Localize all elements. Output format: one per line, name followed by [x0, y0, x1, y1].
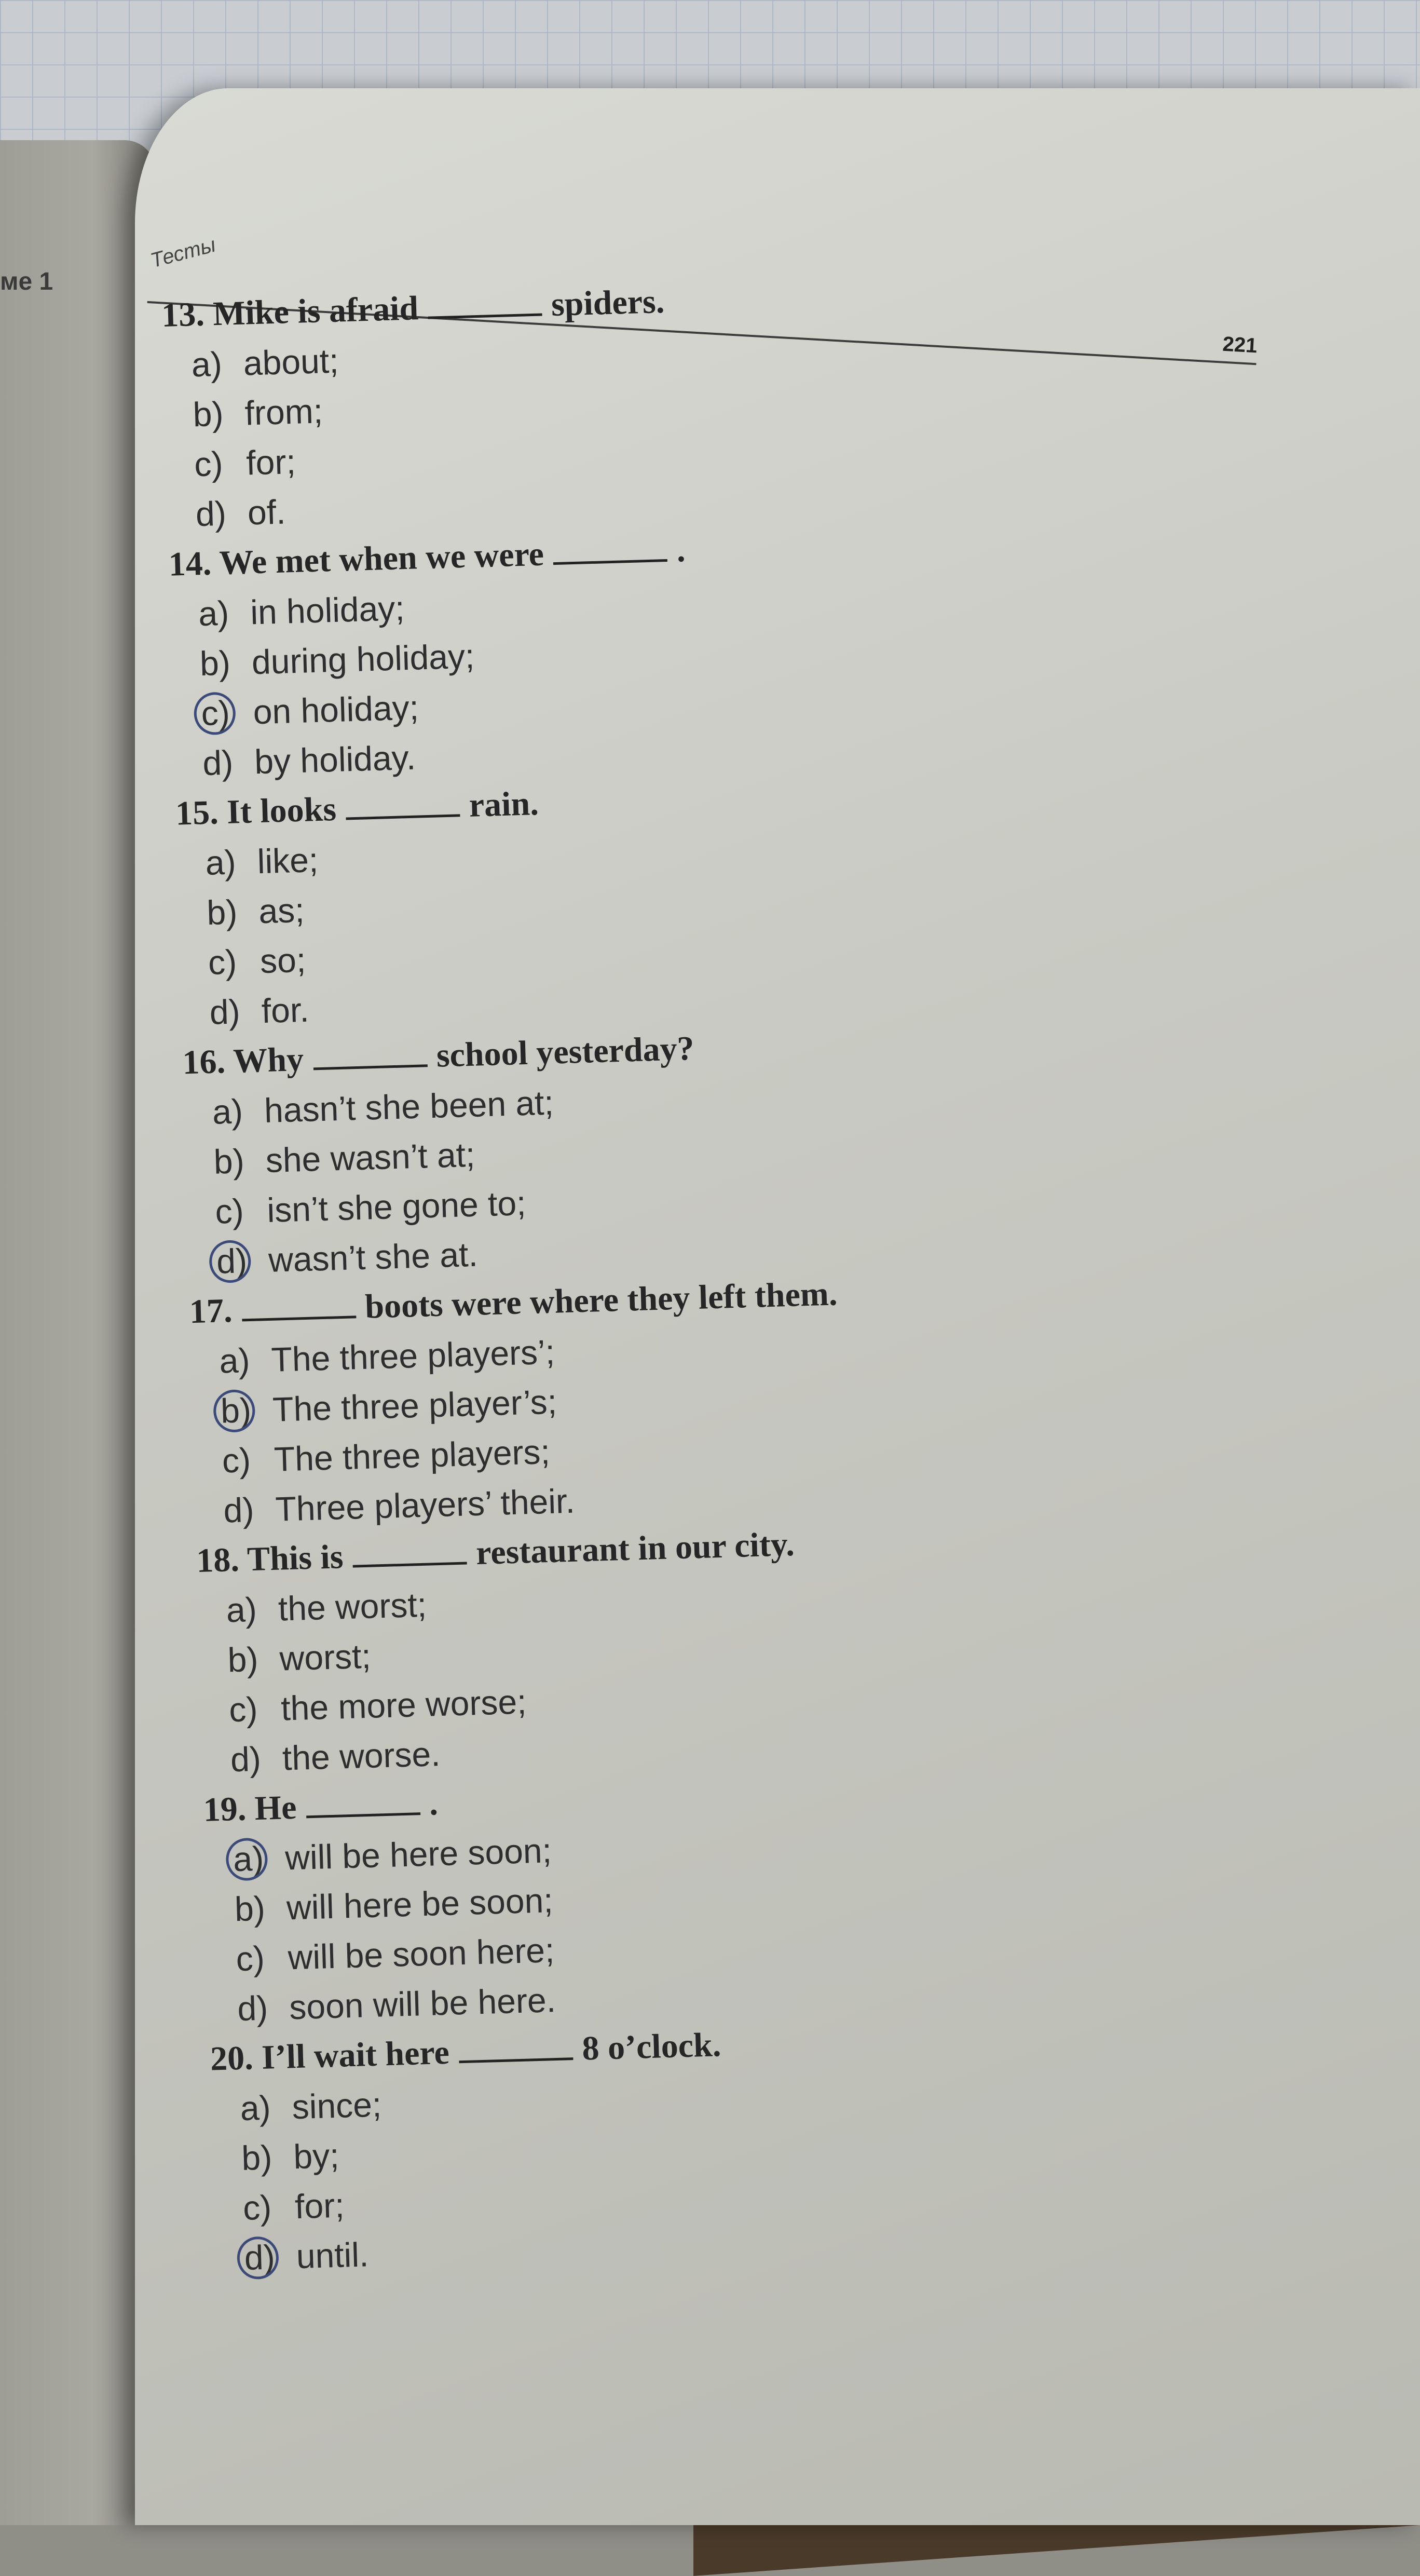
answer-options	[233, 1810, 1091, 2033]
option-letter: d)	[195, 494, 227, 534]
option-text: for.	[261, 990, 310, 1031]
question-stem-start: 19. He	[202, 1788, 297, 1829]
question-stem-end: .	[429, 1784, 439, 1823]
option-letter: a)	[204, 843, 237, 883]
option-text: The three players’;	[270, 1332, 555, 1379]
option-text: soon will be here.	[289, 1981, 556, 2027]
option-text: by;	[293, 2136, 340, 2176]
question-stem-start: 14. We met when we were	[168, 535, 544, 584]
question-stem-end: 8 o’clock.	[581, 2026, 722, 2068]
answer-blank	[306, 1812, 420, 1818]
option-text: will be soon here;	[287, 1931, 555, 1977]
option-text: of.	[247, 492, 286, 532]
page-number: 221	[1222, 332, 1258, 358]
option-letter: c)	[214, 1191, 244, 1231]
option-letter-circled: d)	[216, 1235, 269, 1286]
answer-options	[239, 2059, 1098, 2283]
option-text: until.	[295, 2235, 370, 2276]
question-14	[168, 515, 1057, 789]
option-text: like;	[256, 840, 319, 881]
answer-blank	[313, 1064, 427, 1070]
option-letter: b)	[192, 394, 224, 434]
option-letter-circled: c)	[200, 687, 254, 738]
question-stem-end: school yesterday?	[435, 1029, 695, 1075]
answer-options	[191, 316, 1050, 539]
question-stem-end: spiders.	[550, 282, 665, 323]
option-letter: c)	[242, 2188, 272, 2228]
answer-options	[212, 1063, 1071, 1286]
option-letter: d)	[230, 1739, 262, 1779]
option-text: worst;	[279, 1636, 372, 1678]
question-15	[175, 764, 1064, 1038]
option-text: during holiday;	[251, 636, 475, 682]
question-stem-start: 16. Why	[182, 1040, 304, 1082]
question-20	[210, 2010, 1099, 2283]
question-stem-end: .	[676, 531, 686, 570]
option-text: for;	[294, 2186, 345, 2226]
question-18	[196, 1512, 1085, 1785]
question-stem-end: rain.	[468, 784, 539, 824]
question-19	[202, 1760, 1091, 2034]
option-letter: a)	[239, 2088, 271, 2128]
option-text: about;	[242, 341, 339, 383]
answer-options	[204, 814, 1063, 1037]
option-letter: a)	[198, 593, 230, 633]
option-letter: a)	[190, 344, 223, 384]
answer-options	[198, 565, 1057, 788]
option-letter: c)	[221, 1441, 251, 1480]
option-text: in holiday;	[250, 589, 405, 632]
option-text: so;	[260, 940, 307, 981]
section-title: Тесты	[148, 233, 219, 273]
question-stem-end: boots were where they left them.	[364, 1275, 838, 1326]
option-letter: c)	[228, 1689, 258, 1729]
option-letter: a)	[212, 1092, 243, 1131]
option-letter-circled: b)	[220, 1385, 274, 1436]
answer-blank	[553, 559, 667, 565]
option-letter: b)	[241, 2138, 273, 2178]
option-text: for;	[245, 442, 296, 482]
answer-blank	[242, 1316, 356, 1321]
option-text: Three players’ their.	[275, 1481, 576, 1528]
question-16	[182, 1013, 1071, 1287]
option-text: The three players;	[273, 1432, 551, 1479]
option-text: from;	[244, 391, 323, 432]
option-text: wasn’t she at.	[268, 1235, 479, 1279]
answer-blank	[428, 314, 542, 319]
option-text: will here be soon;	[286, 1881, 554, 1927]
option-text: the more worse;	[280, 1682, 527, 1728]
left-facing-page	[0, 140, 156, 2525]
option-text: the worst;	[277, 1585, 428, 1628]
option-text: she wasn’t at;	[265, 1135, 476, 1180]
option-text: on holiday;	[252, 688, 419, 731]
option-letter: a)	[225, 1590, 257, 1630]
answer-options	[219, 1312, 1077, 1536]
option-letter: c)	[235, 1938, 265, 1978]
option-letter: b)	[199, 643, 231, 683]
question-stem-start: 20. I’ll wait here	[210, 2033, 450, 2078]
option-text: since;	[291, 2085, 383, 2126]
option-letter: d)	[209, 992, 241, 1032]
question-stem-end: restaurant in our city.	[475, 1525, 795, 1572]
question-stem-start: 17.	[188, 1291, 233, 1331]
option-text: as;	[258, 890, 305, 931]
question-stem-start: 18. This is	[196, 1538, 344, 1580]
option-letter-circled: a)	[233, 1833, 286, 1884]
question-17	[189, 1263, 1078, 1536]
answer-blank	[346, 814, 460, 820]
option-letter: b)	[227, 1639, 259, 1679]
answer-blank	[353, 1562, 467, 1567]
answer-blank	[459, 2057, 573, 2063]
option-letter: c)	[208, 942, 238, 982]
question-stem-start: 15. It looks	[175, 790, 337, 833]
option-letter: b)	[213, 1142, 245, 1181]
option-letter-circled: d)	[244, 2231, 297, 2283]
left-page-header-fragment: ме 1	[0, 268, 53, 295]
option-letter: d)	[223, 1490, 255, 1530]
option-letter: b)	[206, 892, 238, 932]
option-letter: b)	[234, 1889, 266, 1929]
answer-options	[226, 1562, 1085, 1785]
option-text: by holiday.	[254, 738, 416, 781]
option-text: the worse.	[281, 1734, 441, 1778]
test-questions	[161, 266, 1099, 2284]
option-letter: d)	[237, 1988, 269, 2028]
option-text: isn’t she gone to;	[266, 1184, 527, 1229]
option-text: will be here soon;	[284, 1831, 552, 1877]
question-13	[161, 266, 1050, 540]
option-letter: c)	[194, 444, 224, 484]
option-text: The three player’s;	[272, 1382, 557, 1429]
option-letter: a)	[219, 1341, 251, 1380]
option-text: hasn’t she been at;	[264, 1083, 554, 1130]
option-letter: d)	[202, 743, 234, 783]
question-stem-start: 13. Mike is afraid	[161, 289, 419, 334]
